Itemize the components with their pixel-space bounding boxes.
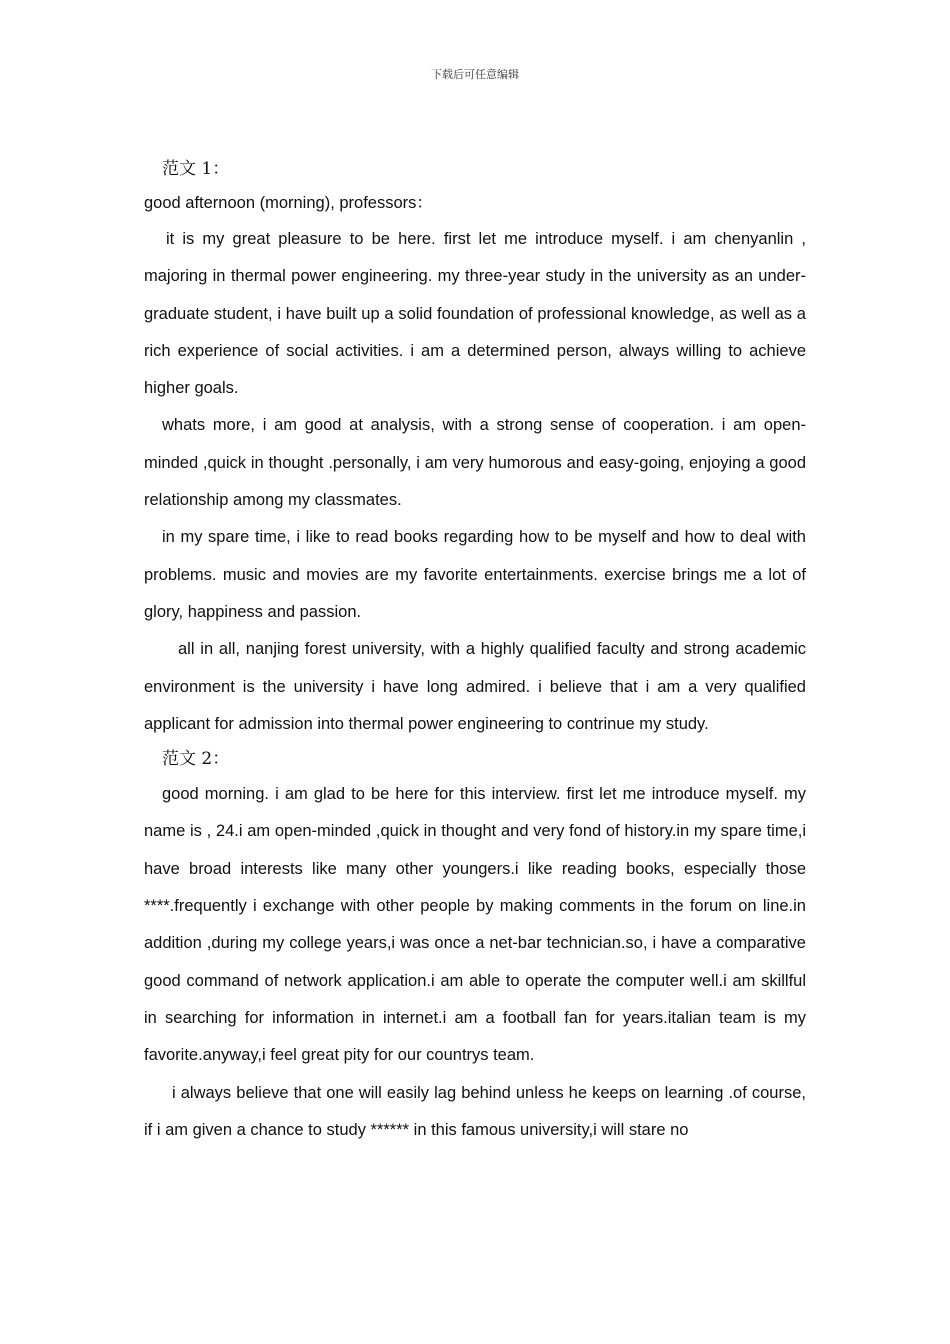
paragraph-spare-time: in my spare time, i like to read books regarding how to be myself and how to deal with problems. music and movies are my favorite entertainments. exercise brings me a lot of glory, happiness and passion.	[144, 528, 806, 621]
sample-1-heading: 范文 1：	[162, 159, 230, 179]
paragraph-learning: i always believe that one will easily lag behind unless he keeps on learning .of course, if i am given a chance to study ****** in this famous university,i will stare no	[144, 1083, 806, 1139]
paragraph-self-intro-2: good morning. i am glad to be here for this interview. first let me introduce myself. my name is , 24.i am open-minded ,quick in thought and very fond of history.in my spare time,i have broad interests like many other youngers.i like reading books, especially those ****.frequently i exchange with other people by making comments in the forum on line.in addition ,during my college years,i was once a net-bar technician.so, i have a comparative good command of network application.i am able to operate the computer well.i am skillful in searching for information in internet.i am a football fan for years.italian team is my favorite.anyway,i feel great pity for our countrys team.	[144, 785, 806, 1065]
paragraph-intro: it is my great pleasure to be here. first let me introduce myself. i am chenyanlin , majoring in thermal power engineering. my three-year study in the university as an under-graduate student, i have built up a solid foundation of professional knowledge, as well as a rich experience of social activities. i am a determined person, always willing to achieve higher goals.	[144, 230, 806, 398]
paragraph-conclusion: all in all, nanjing forest university, with a highly qualified faculty and strong academic environment is the university i have long admired. i believe that i am a very qualified applicant for admission into thermal power engineering to contrinue my study.	[144, 640, 806, 733]
document-body	[144, 153, 806, 1149]
header-note: 下载后可任意编辑	[431, 68, 519, 81]
paragraph-personality: whats more, i am good at analysis, with a strong sense of cooperation. i am open-minded ,quick in thought .personally, i am very humorous and easy-going, enjoying a good relationship among my classmates.	[144, 416, 806, 510]
greeting-line: good afternoon (morning), professors：	[144, 194, 433, 212]
sample-2-heading: 范文 2：	[162, 749, 230, 770]
